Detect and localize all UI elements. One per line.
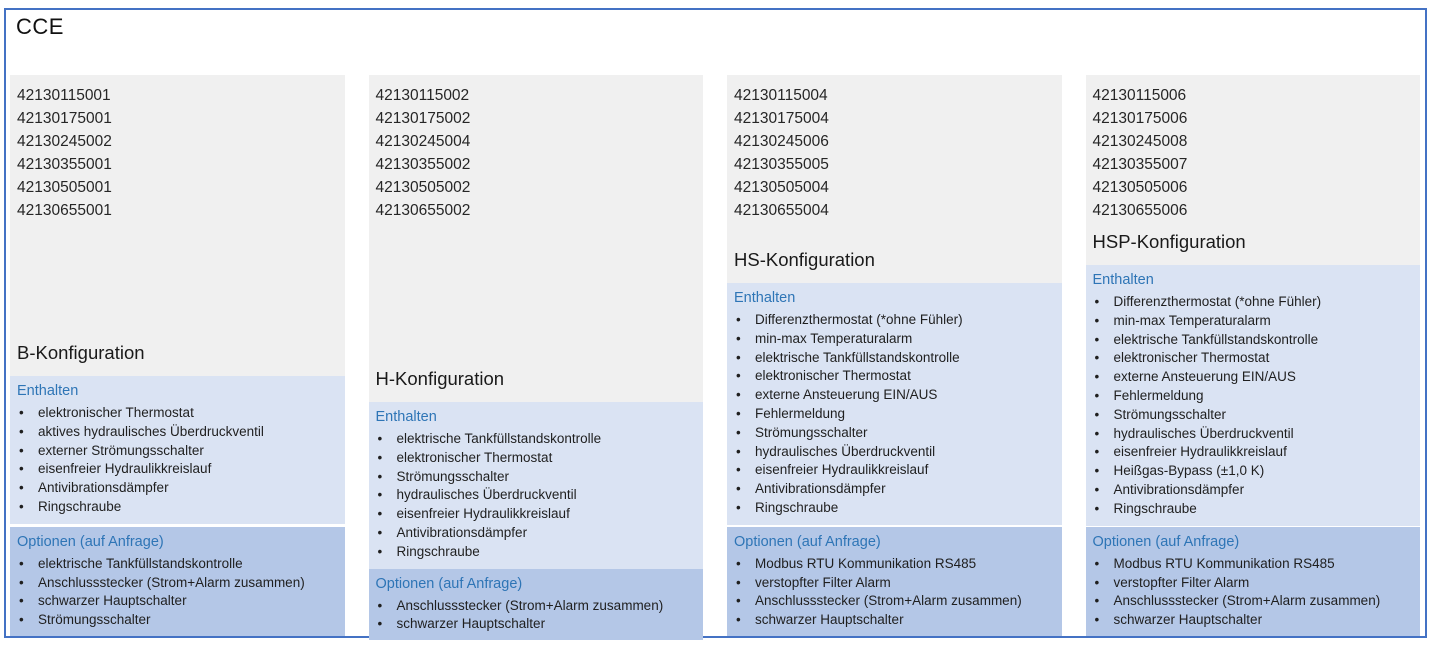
part-number: 42130245006: [734, 133, 829, 150]
options-item: • schwarzer Hauptschalter: [734, 611, 1054, 630]
part-number: 42130115004: [734, 87, 828, 104]
options-item: • schwarzer Hauptschalter: [1093, 611, 1413, 630]
included-item: • externe Ansteuerung EIN/AUS: [1093, 368, 1413, 387]
part-number: 42130175002: [375, 110, 471, 127]
part-number-list: [376, 84, 696, 222]
included-heading: Enthalten: [1092, 272, 1154, 288]
part-number: 42130355002: [375, 156, 471, 173]
included-list: [1093, 293, 1413, 519]
options-heading: Optionen (auf Anfrage): [375, 575, 523, 592]
options-item: • verstopfter Filter Alarm: [734, 574, 1054, 593]
part-number-list: [1093, 84, 1413, 222]
config-title: HSP-Konfiguration: [1092, 231, 1246, 252]
included-item: • min-max Temperaturalarm: [734, 330, 1054, 349]
part-numbers-panel: [727, 75, 1062, 283]
included-item: • elektronischer Thermostat: [17, 404, 337, 423]
part-number: 42130655002: [375, 202, 471, 219]
included-item: • eisenfreier Hydraulikkreislauf: [376, 505, 696, 524]
config-title: HS-Konfiguration: [734, 249, 875, 270]
included-item: • Ringschraube: [734, 499, 1054, 518]
included-panel: [10, 376, 345, 524]
included-heading: Enthalten: [17, 383, 79, 399]
part-number: 42130355005: [734, 156, 829, 173]
part-number: 42130115006: [1092, 87, 1187, 104]
options-panel: [1086, 527, 1421, 636]
options-item: • Anschlussstecker (Strom+Alarm zusammen): [17, 574, 337, 593]
included-panel: [727, 283, 1062, 525]
included-list: [17, 404, 337, 517]
included-list: [734, 311, 1054, 518]
included-item: • eisenfreier Hydraulikkreislauf: [734, 461, 1054, 480]
included-item: • Antivibrationsdämpfer: [376, 524, 696, 543]
part-number: 42130115002: [375, 87, 470, 104]
part-numbers-panel: [1086, 75, 1421, 265]
included-item: • eisenfreier Hydraulikkreislauf: [17, 460, 337, 479]
part-number: 42130245008: [1092, 133, 1188, 150]
part-number-list: [17, 84, 337, 222]
options-item: • elektrische Tankfüllstandskontrolle: [17, 555, 337, 574]
part-number: 42130655006: [1092, 202, 1188, 219]
included-item: • elektronischer Thermostat: [1093, 349, 1413, 368]
included-item: • Antivibrationsdämpfer: [734, 480, 1054, 499]
included-item: • Ringschraube: [376, 543, 696, 562]
config-title: B-Konfiguration: [17, 342, 145, 363]
included-item: • Fehlermeldung: [1093, 387, 1413, 406]
options-list: [376, 597, 696, 635]
included-item: • hydraulisches Überdruckventil: [1093, 425, 1413, 444]
included-item: • hydraulisches Überdruckventil: [376, 486, 696, 505]
included-heading: Enthalten: [734, 290, 796, 306]
included-item: • externer Strömungsschalter: [17, 442, 337, 461]
part-number: 42130505006: [1092, 179, 1188, 196]
slide-page: [4, 8, 1427, 638]
config-column-hs: [727, 75, 1062, 636]
included-list: [376, 430, 696, 562]
part-number: 42130655004: [734, 202, 829, 219]
included-item: • eisenfreier Hydraulikkreislauf: [1093, 443, 1413, 462]
part-number: 42130655001: [17, 202, 112, 219]
part-number: 42130355007: [1092, 156, 1188, 173]
included-panel: [369, 402, 704, 569]
part-number: 42130245002: [17, 133, 112, 150]
options-item: • Modbus RTU Kommunikation RS485: [1093, 555, 1413, 574]
options-item: • schwarzer Hauptschalter: [376, 615, 696, 634]
options-item: • schwarzer Hauptschalter: [17, 592, 337, 611]
options-panel: [10, 527, 345, 636]
part-number: 42130175001: [17, 110, 112, 127]
options-item: • Modbus RTU Kommunikation RS485: [734, 555, 1054, 574]
options-item: • verstopfter Filter Alarm: [1093, 574, 1413, 593]
part-number: 42130245004: [375, 133, 471, 150]
options-item: • Anschlussstecker (Strom+Alarm zusammen): [1093, 592, 1413, 611]
part-numbers-panel: [10, 75, 345, 376]
included-item: • aktives hydraulisches Überdruckventil: [17, 423, 337, 442]
included-item: • Ringschraube: [17, 498, 337, 517]
included-item: • Antivibrationsdämpfer: [17, 479, 337, 498]
options-heading: Optionen (auf Anfrage): [17, 533, 164, 550]
included-item: • Heißgas-Bypass (±1,0 K): [1093, 462, 1413, 481]
options-item: • Anschlussstecker (Strom+Alarm zusammen): [376, 597, 696, 616]
options-heading: Optionen (auf Anfrage): [1092, 533, 1240, 550]
options-heading: Optionen (auf Anfrage): [734, 533, 881, 550]
config-column-hsp: [1086, 75, 1421, 636]
options-list: [1093, 555, 1413, 630]
part-number: 42130505001: [17, 179, 112, 196]
part-number: 42130505004: [734, 179, 829, 196]
options-item: • Strömungsschalter: [17, 611, 337, 630]
part-number: 42130175006: [1092, 110, 1188, 127]
included-item: • min-max Temperaturalarm: [1093, 312, 1413, 331]
included-item: • hydraulisches Überdruckventil: [734, 443, 1054, 462]
included-heading: Enthalten: [375, 409, 437, 425]
included-item: • Differenzthermostat (*ohne Fühler): [1093, 293, 1413, 312]
included-item: • Fehlermeldung: [734, 405, 1054, 424]
included-item: • Differenzthermostat (*ohne Fühler): [734, 311, 1054, 330]
config-column-b: [10, 75, 345, 636]
included-item: • elektrische Tankfüllstandskontrolle: [376, 430, 696, 449]
config-title: H-Konfiguration: [375, 368, 505, 389]
included-item: • externe Ansteuerung EIN/AUS: [734, 386, 1054, 405]
config-column-h: [369, 75, 704, 636]
included-item: • Strömungsschalter: [376, 468, 696, 487]
options-list: [17, 555, 337, 630]
options-item: • Anschlussstecker (Strom+Alarm zusammen): [734, 592, 1054, 611]
included-item: • elektrische Tankfüllstandskontrolle: [734, 349, 1054, 368]
options-panel: [727, 527, 1062, 636]
part-number: 42130505002: [375, 179, 471, 196]
included-item: • elektrische Tankfüllstandskontrolle: [1093, 331, 1413, 350]
part-number-list: [734, 84, 1054, 222]
options-panel: [369, 569, 704, 641]
page-title: CCE: [16, 14, 64, 39]
part-number: 42130175004: [734, 110, 829, 127]
options-list: [734, 555, 1054, 630]
included-item: • Antivibrationsdämpfer: [1093, 481, 1413, 500]
part-numbers-panel: [369, 75, 704, 402]
included-item: • elektronischer Thermostat: [734, 367, 1054, 386]
configuration-columns: [10, 75, 1420, 636]
included-panel: [1086, 265, 1421, 526]
part-number: 42130115001: [17, 87, 111, 104]
part-number: 42130355001: [17, 156, 112, 173]
included-item: • elektronischer Thermostat: [376, 449, 696, 468]
included-item: • Ringschraube: [1093, 500, 1413, 519]
included-item: • Strömungsschalter: [734, 424, 1054, 443]
included-item: • Strömungsschalter: [1093, 406, 1413, 425]
